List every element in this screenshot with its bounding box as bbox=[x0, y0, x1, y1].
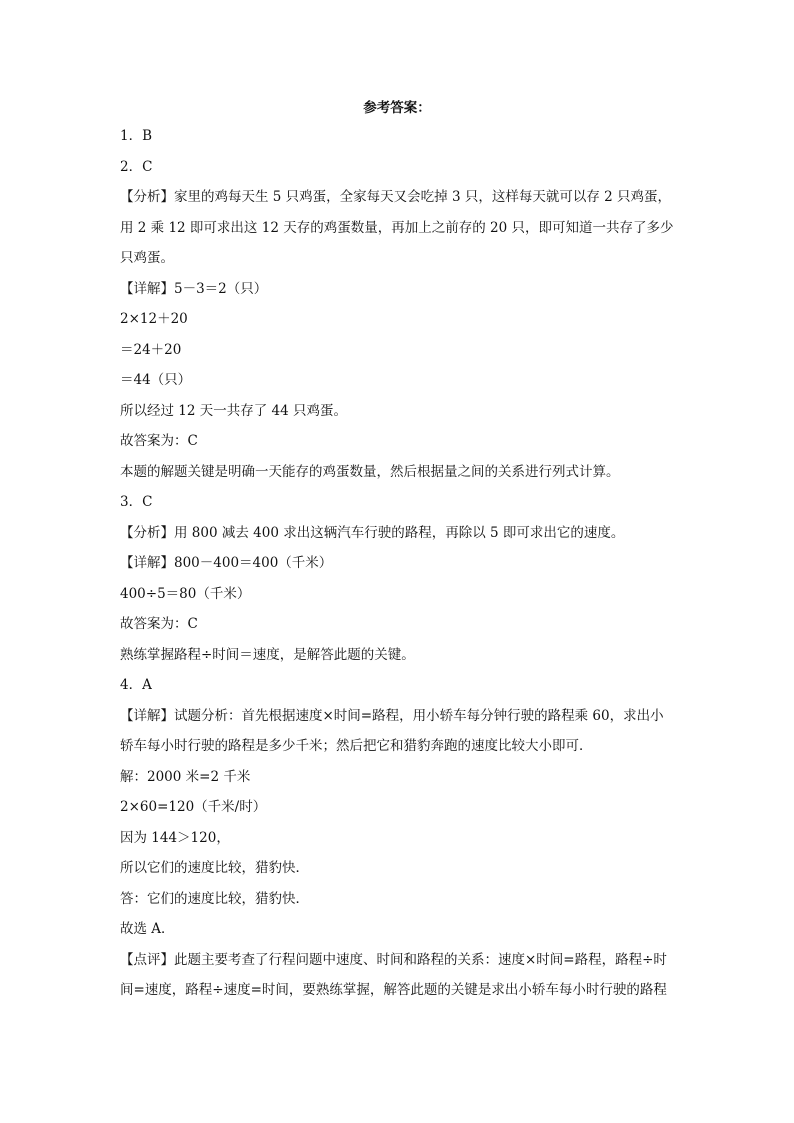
solution-line: 【详解】800－400＝400（千米） bbox=[120, 555, 333, 571]
solution-line: 解：2000 米=2 千米 bbox=[120, 768, 251, 785]
analysis-line: 只鸡蛋。 bbox=[120, 250, 174, 266]
solution-line: 本题的解题关键是明确一天能存的鸡蛋数量，然后根据量之间的关系进行列式计算。 bbox=[120, 463, 620, 480]
comment-line: 间=速度，路程÷速度=时间，要熟练掌握，解答此题的关键是求出小轿车每小时行驶的路程 bbox=[120, 982, 667, 998]
answer-line: 4．A bbox=[120, 677, 152, 693]
solution-line: 故答案为：C bbox=[120, 433, 198, 449]
solution-line: 熟练掌握路程÷时间＝速度，是解答此题的关键。 bbox=[120, 646, 415, 663]
answer-line: 2．C bbox=[120, 158, 153, 175]
solution-line: 故答案为：C bbox=[120, 616, 198, 632]
solution-line: 因为 144＞120， bbox=[120, 829, 230, 846]
solution-line: 400÷5＝80（千米） bbox=[120, 585, 251, 602]
solution-line: ＝24＋20 bbox=[120, 341, 182, 358]
answer-line: 1．B bbox=[120, 128, 153, 144]
solution-line: 2×60=120（千米/时） bbox=[120, 799, 267, 815]
answer-key-title: 参考答案： bbox=[363, 100, 431, 116]
answer-content bbox=[120, 121, 676, 1006]
solution-line: 故选 A． bbox=[120, 921, 175, 937]
solution-line: 【详解】5－3＝2（只） bbox=[120, 280, 268, 297]
solution-line: 2×12＋20 bbox=[120, 311, 188, 327]
solution-line: ＝44（只） bbox=[120, 372, 192, 388]
comment-line: 【点评】此题主要考查了行程问题中速度、时间和路程的关系：速度×时间=路程，路程÷时 bbox=[120, 951, 667, 968]
solution-line: 【详解】试题分析：首先根据速度×时间=路程，用小轿车每分钟行驶的路程乘 60，求出小 bbox=[120, 707, 664, 724]
solution-line: 答：它们的速度比较，猎豹快． bbox=[120, 890, 309, 907]
analysis-line: 【分析】用 800 减去 400 求出这辆汽车行驶的路程，再除以 5 即可求出它的速度。 bbox=[120, 524, 625, 541]
answer-line: 3．C bbox=[120, 494, 153, 510]
analysis-line: 用 2 乘 12 即可求出这 12 天存的鸡蛋数量，再加上之前存的 20 只，即可知道一共存了多少 bbox=[120, 219, 674, 236]
solution-line: 所以它们的速度比较，猎豹快． bbox=[120, 860, 309, 876]
analysis-line: 【分析】家里的鸡每天生 5 只鸡蛋，全家每天又会吃掉 3 只，这样每天就可以存 2 只鸡蛋， bbox=[120, 189, 672, 205]
solution-line: 轿车每小时行驶的路程是多少千米；然后把它和猎豹奔跑的速度比较大小即可． bbox=[120, 738, 593, 754]
solution-line: 所以经过 12 天一共存了 44 只鸡蛋。 bbox=[120, 402, 348, 419]
